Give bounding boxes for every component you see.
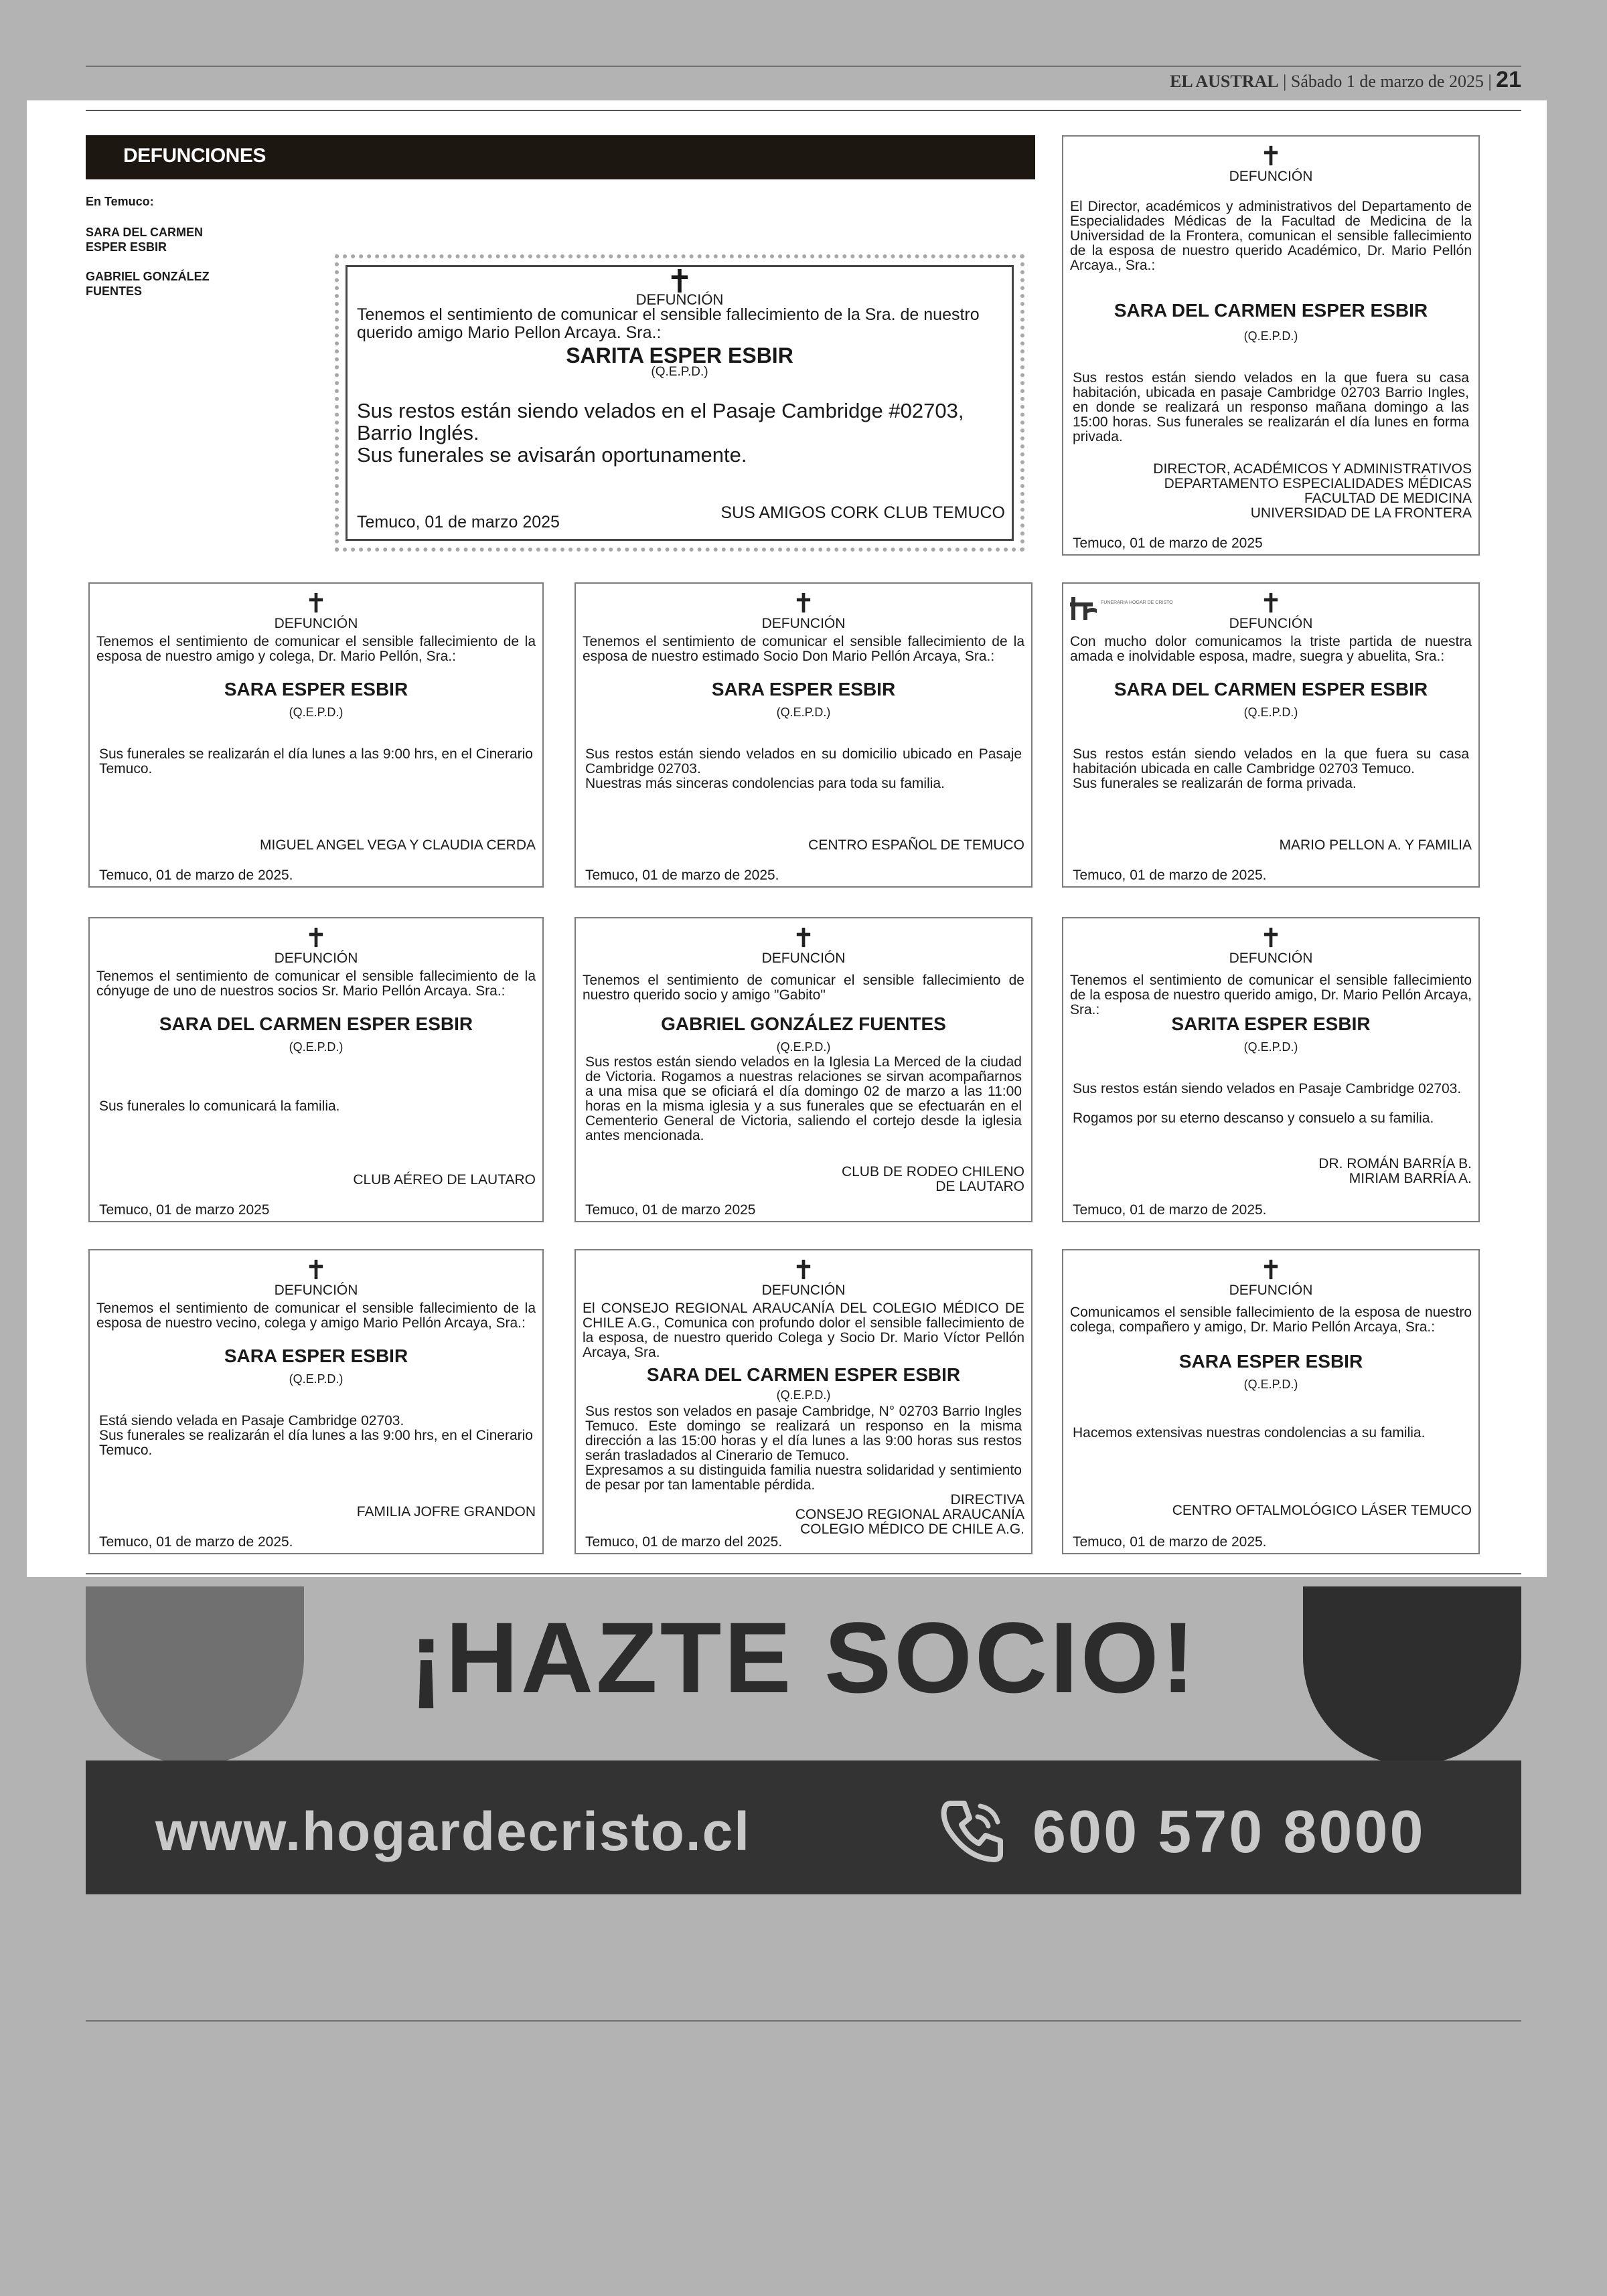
deceased-name: SARA DEL CARMEN ESPER ESBIR [646, 1364, 961, 1385]
notice-date: Temuco, 01 de marzo 2025 [99, 1202, 270, 1218]
page-top-rule [86, 110, 1521, 111]
index-location: En Temuco: [86, 195, 154, 208]
notice-kicker: DEFUNCIÓN [1229, 616, 1313, 631]
ad-phone-number: 600 570 8000 [1032, 1799, 1426, 1866]
section-title: DEFUNCIONES [86, 135, 1035, 179]
notice-intro: Tenemos el sentimiento de comunicar el sensible fallecimiento de la esposa de nuestro vecino, colega y amigo Mario Pellón Arcaya, Sra.: [96, 1301, 536, 1331]
cross-icon: ✝ [1259, 589, 1282, 619]
deceased-name: GABRIEL GONZÁLEZ FUENTES [661, 1013, 946, 1034]
notice-intro: Tenemos el sentimiento de comunicar el sensible fallecimiento de la Sra. de nuestro querido amigo Mario Pellon Arcaya. Sra.: [357, 305, 980, 342]
notice-card [1062, 917, 1480, 1222]
notice-kicker: DEFUNCIÓN [761, 616, 846, 631]
notice-body: Hacemos extensivas nuestras condolencias a su familia. [1073, 1425, 1426, 1441]
notice-kicker: DEFUNCIÓN [1229, 1283, 1313, 1298]
notice-signature: FAMILIA JOFRE GRANDON [356, 1504, 536, 1520]
notice-kicker: DEFUNCIÓN [274, 1283, 358, 1298]
notice-body: Sus restos están siendo velados en la que fuera su casa habitación ubicada en calle Cambridge 02703 Temuco. Sus funerales se realizarán de forma privada. [1073, 746, 1469, 791]
notice-card [575, 582, 1032, 888]
notice-kicker: DEFUNCIÓN [274, 951, 358, 966]
ad-headline: ¡HAZTE SOCIO! [409, 1601, 1198, 1714]
notice-card [1062, 582, 1480, 888]
qepd-label: (Q.E.P.D.) [1243, 1040, 1298, 1054]
notice-card [1062, 1249, 1480, 1554]
qepd-label: (Q.E.P.D.) [776, 1388, 831, 1402]
notice-body: Sus restos son velados en pasaje Cambridge, N° 02703 Barrio Ingles Temuco. Este domingo se realizará un responso en la misma dirección a las 15:00 horas y el día lunes a las 9:00 horas sus restos serán trasladados al Cinerario de Temuco. Expresamos a su distinguida familia nuestra solidaridad y sentimiento de pesar por tan lamentable pérdida. [585, 1404, 1022, 1493]
notice-kicker: DEFUNCIÓN [1229, 169, 1313, 184]
cross-icon: ✝ [792, 1256, 815, 1285]
deceased-name: SARA ESPER ESBIR [1178, 1351, 1363, 1372]
ad-url: www.hogardecristo.cl [155, 1801, 751, 1862]
notice-date: Temuco, 01 de marzo de 2025. [99, 868, 293, 883]
qepd-label: (Q.E.P.D.) [776, 706, 831, 719]
funeraria-logo-text: FUNERARIA HOGAR DE CRISTO [1101, 600, 1173, 605]
notice-signature: CENTRO OFTALMOLÓGICO LÁSER TEMUCO [1172, 1503, 1472, 1518]
notice-body: Sus restos están siendo velados en su domicilio ubicado en Pasaje Cambridge 02703. Nuestras más sinceras condolencias para toda su familia. [585, 746, 1022, 791]
notice-kicker: DEFUNCIÓN [761, 951, 846, 966]
notice-intro: Tenemos el sentimiento de comunicar el sensible fallecimiento de la cónyuge de uno de nuestros socios Sr. Mario Pellón Arcaya. Sra.: [96, 969, 536, 999]
notice-intro: Con mucho dolor comunicamos la triste partida de nuestra amada e inolvidable esposa, madre, suegra y abuelita, Sra.: [1070, 634, 1472, 664]
notice-signature: SUS AMIGOS CORK CLUB TEMUCO [720, 503, 1005, 522]
obituaries-page [27, 100, 1547, 1577]
qepd-label: (Q.E.P.D.) [776, 1040, 831, 1054]
notice-intro: Tenemos el sentimiento de comunicar el sensible fallecimiento de la esposa de nuestro querido amigo, Dr. Mario Pellón Arcaya, Sra.: [1070, 973, 1472, 1017]
featured-notice-frame [346, 265, 1014, 541]
qepd-label: (Q.E.P.D.) [1243, 1378, 1298, 1391]
notice-body: Sus restos están siendo velados en la que fuera su casa habitación, ubicada en pasaje Cambridge 02703 Barrio Ingles, en donde se realizará un responso mañana domingo a las 15:00 horas. Sus funerales se realizarán el día lunes en forma privada. [1073, 370, 1469, 444]
cross-icon: ✝ [666, 264, 694, 300]
index-name: GABRIEL GONZÁLEZ FUENTES [86, 270, 210, 298]
bottom-rule [86, 2020, 1521, 2022]
notice-kicker: DEFUNCIÓN [1229, 951, 1313, 966]
deceased-name: SARA ESPER ESBIR [711, 679, 896, 700]
deceased-name: SARITA ESPER ESBIR [566, 343, 793, 367]
deceased-name: SARA DEL CARMEN ESPER ESBIR [159, 1013, 473, 1034]
cross-icon: ✝ [305, 589, 327, 619]
notice-intro: El CONSEJO REGIONAL ARAUCANÍA DEL COLEGIO MÉDICO DE CHILE A.G., Comunica con profundo dolor el sensible fallecimiento de la esposa, de nuestro querido Colega y Socio Dr. Mario Víctor Pellón Arcaya, Sra. [583, 1301, 1024, 1360]
ad-contact-bar [86, 1760, 1521, 1894]
notice-card [575, 1249, 1032, 1554]
deceased-name: SARA ESPER ESBIR [224, 679, 408, 700]
notice-intro: Tenemos el sentimiento de comunicar el sensible fallecimiento de nuestro querido socio y amigo "Gabito" [583, 973, 1024, 1003]
qepd-label: (Q.E.P.D.) [289, 1372, 343, 1386]
notice-body: Sus restos están siendo velados en la Iglesia La Merced de la ciudad de Victoria. Rogamos a nuestras relaciones se sirvan acompañarnos a una misa que se oficiará el día domingo 02 de marzo a las 11:00 horas en la misma iglesia y a sus funerales que se efectuarán en el Cementerio General de Victoria, saliendo el cortejo desde la iglesia antes mencionada. [585, 1054, 1022, 1143]
qepd-label: (Q.E.P.D.) [289, 706, 343, 719]
qepd-label: (Q.E.P.D.) [289, 1040, 343, 1054]
qepd-label: (Q.E.P.D.) [1243, 329, 1298, 343]
deceased-name: SARA DEL CARMEN ESPER ESBIR [1114, 679, 1428, 700]
notice-signature: DIRECTOR, ACADÉMICOS Y ADMINISTRATIVOS DEPARTAMENTO ESPECIALIDADES MÉDICAS FACULTAD DE MEDICINA UNIVERSIDAD DE LA FRONTERA [1153, 461, 1472, 521]
page-number: 21 [1496, 67, 1521, 92]
obituary-index [86, 194, 287, 313]
cross-icon: ✝ [1259, 1256, 1282, 1285]
notice-signature: DR. ROMÁN BARRÍA B. MIRIAM BARRÍA A. [1318, 1156, 1472, 1186]
notice-card [88, 582, 544, 888]
notice-signature: CENTRO ESPAÑOL DE TEMUCO [808, 837, 1024, 853]
notice-kicker: DEFUNCIÓN [635, 291, 724, 308]
cross-icon: ✝ [1259, 142, 1282, 171]
notice-kicker: DEFUNCIÓN [761, 1283, 846, 1298]
masthead-brand: EL AUSTRAL [1170, 72, 1279, 91]
cross-icon: ✝ [1259, 924, 1282, 953]
notice-signature: CLUB DE RODEO CHILENO DE LAUTARO [841, 1164, 1024, 1194]
notice-date: Temuco, 01 de marzo 2025 [585, 1202, 756, 1218]
notice-signature: DIRECTIVA CONSEJO REGIONAL ARAUCANÍA COLEGIO MÉDICO DE CHILE A.G. [795, 1492, 1024, 1537]
notice-date: Temuco, 01 de marzo del 2025. [585, 1534, 783, 1550]
ad-banner-top [86, 1586, 1521, 1765]
cross-icon: ✝ [792, 924, 815, 953]
notice-intro: Tenemos el sentimiento de comunicar el sensible fallecimiento de la esposa de nuestro estimado Socio Don Mario Pellón Arcaya, Sra.: [583, 634, 1024, 664]
cross-icon: ✝ [305, 924, 327, 953]
notice-body: Sus restos están siendo velados en Pasaje Cambridge 02703. Rogamos por su eterno descanso y consuelo a su familia. [1073, 1081, 1462, 1126]
page-bottom-rule [86, 1573, 1521, 1574]
notice-card [88, 1249, 544, 1554]
cross-icon: ✝ [305, 1256, 327, 1285]
deceased-name: SARA DEL CARMEN ESPER ESBIR [1114, 300, 1428, 321]
notice-body: Sus funerales lo comunicará la familia. [99, 1098, 340, 1114]
notice-signature: CLUB AÉREO DE LAUTARO [353, 1172, 536, 1187]
notice-date: Temuco, 01 de marzo de 2025. [1073, 1534, 1267, 1550]
cross-icon: ✝ [792, 589, 815, 619]
notice-signature: MIGUEL ANGEL VEGA Y CLAUDIA CERDA [260, 837, 536, 853]
index-name: SARA DEL CARMEN ESPER ESBIR [86, 226, 204, 254]
notice-date: Temuco, 01 de marzo de 2025. [99, 1534, 293, 1550]
deceased-name: SARA ESPER ESBIR [224, 1345, 408, 1366]
notice-body: Sus funerales se realizarán el día lunes a las 9:00 hrs, en el Cinerario Temuco. [99, 746, 533, 776]
notice-intro: El Director, académicos y administrativos del Departamento de Especialidades Médicas de la Facultad de Medicina de la Universidad de la Frontera, comunican el sensible fallecimiento de la esposa de nuestro querido Académico, Dr. Mario Pellón Arcaya., Sra.: [1070, 199, 1472, 273]
notice-date: Temuco, 01 de marzo de 2025 [1073, 536, 1263, 551]
masthead-separator: | [1283, 72, 1287, 91]
notice-card [88, 917, 544, 1222]
notice-card [1062, 135, 1480, 556]
notice-intro: Tenemos el sentimiento de comunicar el sensible fallecimiento de la esposa de nuestro amigo y colega, Dr. Mario Pellón, Sra.: [96, 634, 536, 664]
qepd-label: (Q.E.P.D.) [651, 365, 708, 379]
notice-body: Sus restos están siendo velados en el Pasaje Cambridge #02703, Barrio Inglés. Sus funerales se avisarán oportunamente. [357, 399, 964, 467]
notice-intro: Comunicamos el sensible fallecimiento de la esposa de nuestro colega, compañero y amigo, Dr. Mario Pellón Arcaya, Sra.: [1070, 1305, 1472, 1335]
notice-date: Temuco, 01 de marzo de 2025. [585, 868, 779, 883]
masthead-separator: | [1488, 72, 1492, 91]
notice-kicker: DEFUNCIÓN [274, 616, 358, 631]
qepd-label: (Q.E.P.D.) [1243, 706, 1298, 719]
notice-date: Temuco, 01 de marzo de 2025. [1073, 868, 1267, 883]
notice-signature: MARIO PELLON A. Y FAMILIA [1279, 837, 1472, 853]
masthead [1170, 67, 1521, 93]
notice-date: Temuco, 01 de marzo de 2025. [1073, 1202, 1267, 1218]
masthead-date: Sábado 1 de marzo de 2025 [1290, 72, 1484, 91]
deceased-name: SARITA ESPER ESBIR [1171, 1013, 1371, 1034]
notice-card [575, 917, 1032, 1222]
notice-date: Temuco, 01 de marzo 2025 [357, 513, 560, 531]
phone-icon [936, 1794, 1010, 1868]
notice-body: Está siendo velada en Pasaje Cambridge 02703. Sus funerales se realizarán el día lunes a las 9:00 hrs, en el Cinerario Temuco. [99, 1413, 533, 1458]
featured-notice [335, 254, 1024, 552]
